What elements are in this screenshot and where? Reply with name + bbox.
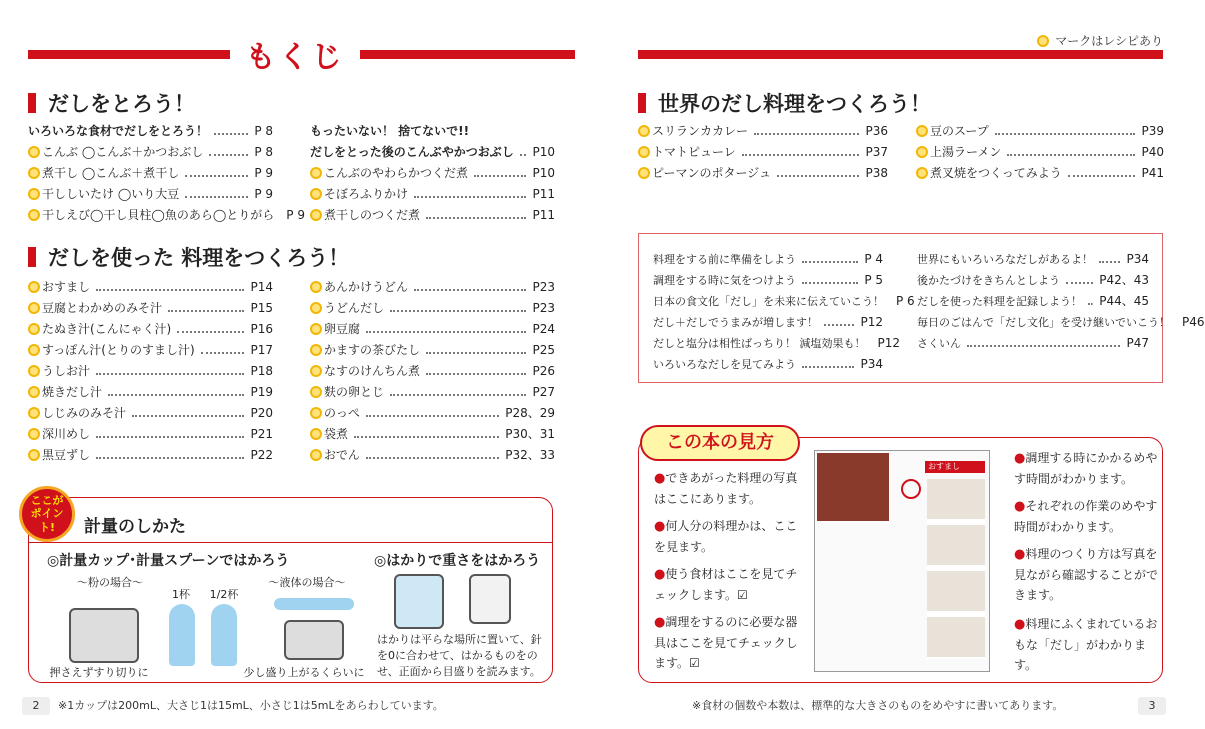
toc-entry[interactable] (28, 204, 305, 225)
dot-leader (414, 196, 526, 198)
guide-note (1014, 448, 1164, 489)
entry-title: スリランカカレー (652, 124, 749, 138)
entry-page: P27 (532, 384, 555, 399)
dot-leader (96, 289, 244, 291)
section-heading (28, 88, 195, 118)
entry-title: 調理をする時に気をつけよう (653, 273, 796, 287)
toc-entry[interactable] (917, 311, 1205, 332)
legend-text: マークはレシピあり (1055, 34, 1163, 48)
guide-note-text: 調理をするのに必要な器具はここを見てチェックします。☑ (654, 615, 798, 670)
recipe-marker-icon (916, 125, 928, 137)
dot-leader (214, 133, 248, 135)
entry-page: P26 (532, 363, 555, 378)
dot-leader (354, 436, 499, 438)
entry-title: 干ししいたけ ◯いり大豆 (42, 187, 180, 201)
toc-entry[interactable] (28, 318, 273, 339)
toc-entry[interactable] (28, 120, 273, 141)
dot-leader (824, 324, 854, 326)
bullet-icon: ● (654, 519, 666, 534)
recipe-marker-icon (638, 167, 650, 179)
entry-title: うしお汁 (42, 364, 91, 378)
page-number: 3 (1138, 697, 1166, 715)
legend-note (1037, 32, 1163, 49)
toc-entry[interactable] (917, 332, 1149, 353)
footnote: ※食材の個数や本数は、標準的な大きさのものをめやすに書いてあります。 (692, 699, 1064, 712)
entry-title: 深川めし (42, 427, 91, 441)
entry-title: いろいろな食材でだしをとろう！ (28, 124, 209, 138)
entry-title: 料理をする前に準備をしよう (653, 252, 796, 266)
guide-note-text: 料理にふくまれているおもな「だし」がわかります。 (1014, 617, 1158, 672)
entry-page: P 4 (864, 251, 883, 266)
step-photos (927, 479, 985, 659)
entry-title: あんかけうどん (324, 280, 409, 294)
dot-leader (754, 133, 859, 135)
toc-entry[interactable] (916, 141, 1164, 162)
other-contents-box (638, 233, 1205, 383)
entry-page: P17 (250, 342, 273, 357)
guide-note-text: 使う食材はここを見てチェックします。☑ (654, 567, 798, 602)
bullet-icon: ● (654, 471, 666, 486)
recipe-marker-icon (310, 344, 322, 356)
toc-entry[interactable] (653, 248, 883, 269)
entry-page: P16 (250, 321, 273, 336)
toc-entry[interactable] (28, 141, 273, 162)
toc-entry[interactable] (310, 276, 555, 297)
entry-page: P20 (250, 405, 273, 420)
recipe-marker-icon (28, 146, 40, 158)
entry-page: P41 (1141, 165, 1164, 180)
toc-column (310, 120, 555, 225)
toc-column (916, 120, 1164, 183)
toc-column (638, 120, 888, 183)
entry-page: P46 (1182, 314, 1205, 329)
recipe-marker-icon (28, 407, 40, 419)
header-band (638, 50, 1163, 59)
bullet-icon: ● (654, 615, 666, 630)
entry-page: P 6 (896, 293, 915, 308)
entry-title: たぬき汁(こんにゃく汁) (42, 322, 172, 336)
toc-entry[interactable] (917, 290, 1149, 311)
dot-leader (185, 196, 248, 198)
section-title: だしをとろう！ (48, 92, 195, 116)
entry-page: P44、45 (1099, 294, 1149, 308)
dot-leader (414, 289, 526, 291)
toc-entry[interactable] (28, 423, 273, 444)
dot-leader (108, 394, 244, 396)
recipe-marker-icon (310, 386, 322, 398)
entry-title: だしと塩分は相性ばっちり！ 減塩効果も！ (653, 336, 866, 350)
timer-icon (901, 479, 921, 499)
entry-page: P42、43 (1099, 273, 1149, 287)
entry-page: P11 (532, 186, 555, 201)
toc-entry[interactable] (653, 290, 915, 311)
entry-title: のっぺ (324, 406, 360, 420)
entry-page: P34 (1126, 251, 1149, 266)
toc-entry[interactable] (916, 162, 1164, 183)
entry-title: おでん (324, 448, 360, 462)
dot-leader (520, 154, 527, 156)
entry-title: なすのけんちん煮 (324, 364, 421, 378)
entry-page: P32、33 (505, 448, 555, 462)
left-page (0, 0, 595, 729)
recipe-marker-icon (1037, 35, 1049, 47)
point-title: 計量のしかた (84, 517, 186, 537)
half-cup-label: 1/2杯 (209, 588, 239, 601)
entry-page: P30、31 (505, 427, 555, 441)
toc-entry[interactable] (310, 141, 555, 162)
entry-title: 卵豆腐 (324, 322, 361, 336)
toc-entry[interactable] (310, 183, 555, 204)
dish-photo (817, 453, 889, 521)
dot-leader (742, 154, 860, 156)
bullet-icon: ● (1014, 547, 1026, 562)
entry-page: P 9 (286, 207, 305, 222)
entry-title: だし＋だしでうまみが増します！ (653, 315, 818, 329)
entry-title: 豆のスープ (930, 124, 989, 138)
dot-leader (995, 133, 1136, 135)
entry-page: P15 (250, 300, 273, 315)
spoon-illustration (211, 604, 237, 666)
recipe-marker-icon (310, 323, 322, 335)
dot-leader (366, 331, 526, 333)
entry-page: P18 (250, 363, 273, 378)
entry-page: P36 (865, 123, 888, 138)
toc-entry[interactable] (310, 162, 555, 183)
guide-note (1014, 496, 1164, 537)
entry-page: P23 (532, 279, 555, 294)
dot-leader (96, 457, 244, 459)
entry-page: P19 (250, 384, 273, 399)
footnote: ※1カップは200mL、大さじ1は15mL、小さじ1は5mLをあらわしています。 (58, 699, 444, 712)
entry-page: P37 (865, 144, 888, 159)
entry-title: すっぽん汁(とりのすまし汁) (42, 343, 195, 357)
recipe-marker-icon (916, 146, 928, 158)
toc-entry[interactable] (310, 444, 555, 465)
recipe-marker-icon (916, 167, 928, 179)
recipe-marker-icon (310, 365, 322, 377)
entry-title: おすまし (42, 280, 91, 294)
recipe-marker-icon (310, 188, 322, 200)
entry-title: 麩の卵とじ (324, 385, 385, 399)
section-heading (28, 242, 349, 272)
entry-title: 世界にもいろいろなだしがあるよ！ (917, 252, 1093, 266)
one-cup-label: 1杯 (172, 588, 190, 601)
dot-leader (1007, 154, 1135, 156)
toc-entry[interactable] (310, 402, 555, 423)
recipe-marker-icon (638, 125, 650, 137)
entry-title: こんぶ ◯こんぶ＋かつおぶし (42, 145, 204, 159)
entry-page: P12 (860, 314, 883, 329)
scale-caption: はかりは平らな場所に置いて、針を0に合わせて、はかるものをのせ、正面から目盛りを読みます。 (377, 633, 542, 678)
dot-leader (1066, 282, 1093, 284)
toc-entry[interactable] (310, 381, 555, 402)
guide-note (1014, 614, 1164, 675)
toc-entry[interactable] (653, 311, 883, 332)
bullet-icon: ● (1014, 617, 1026, 632)
entry-page: P11 (532, 207, 555, 222)
entry-page: P14 (250, 279, 273, 294)
recipe-marker-icon (310, 281, 322, 293)
entry-page: P25 (532, 342, 555, 357)
toc-entry[interactable] (310, 120, 555, 141)
entry-page: P12 (877, 335, 901, 350)
entry-title: 後かたづけをきちんとしよう (917, 273, 1060, 287)
entry-title: 煮干しのつくだ煮 (324, 208, 421, 222)
dot-leader (967, 345, 1120, 347)
entry-page: P21 (250, 426, 273, 441)
recipe-marker-icon (28, 344, 40, 356)
measuring-point-box (28, 494, 553, 683)
dot-leader (201, 352, 245, 354)
entry-title: 黒豆ずし (42, 448, 91, 462)
entry-title: もったいない！ 捨てないで!! (310, 124, 470, 138)
recipe-marker-icon (310, 209, 322, 221)
guide-note-text: 調理する時にかかるめやす時間がわかります。 (1014, 451, 1158, 486)
entry-title: 干しえび◯干し貝柱◯魚のあら◯とりがら (42, 208, 275, 222)
entry-page: P10 (532, 165, 555, 180)
toc-entry[interactable] (653, 269, 883, 290)
dot-leader (185, 175, 248, 177)
page-title: もくじ (230, 32, 360, 76)
powder-label: ～粉の場合～ (77, 576, 143, 589)
entry-page: P10 (532, 144, 555, 159)
entry-title: いろいろなだしを見てみよう (653, 357, 796, 371)
toc-entry[interactable] (310, 339, 555, 360)
dot-leader (777, 175, 859, 177)
guide-note-text: 何人分の料理かは、ここを見ます。 (654, 519, 798, 554)
dot-leader (390, 310, 526, 312)
recipe-marker-icon (28, 167, 40, 179)
toc-entry[interactable] (28, 339, 273, 360)
page-number: 2 (22, 697, 50, 715)
recipe-marker-icon (310, 167, 322, 179)
toc-entry[interactable] (917, 269, 1149, 290)
toc-entry[interactable] (310, 423, 555, 444)
dot-leader (475, 133, 549, 134)
entry-title: 袋煮 (324, 427, 349, 441)
entry-title: だしを使った料理を記録しよう！ (917, 294, 1082, 308)
powder-caption: 押さえずすり切りに (49, 666, 149, 679)
toc-entry[interactable] (28, 360, 273, 381)
toc-column (917, 248, 1205, 353)
entry-page: P47 (1126, 335, 1149, 350)
toc-entry[interactable] (310, 204, 555, 225)
section-heading (638, 88, 931, 118)
toc-entry[interactable] (638, 162, 888, 183)
dot-leader (802, 282, 858, 284)
entry-title: 毎日のごはんで「だし文化」を受け継いでいこう！ (917, 315, 1170, 329)
recipe-marker-icon (28, 281, 40, 293)
dot-leader (1088, 303, 1093, 305)
guide-note (654, 612, 804, 673)
bullet-icon: ● (654, 567, 666, 582)
entry-title: さくいん (917, 336, 961, 350)
dot-leader (390, 394, 526, 396)
dot-leader (1099, 261, 1120, 263)
entry-page: P34 (860, 356, 883, 371)
recipe-marker-icon (28, 188, 40, 200)
toc-column (310, 276, 555, 465)
toc-entry[interactable] (28, 297, 273, 318)
recipe-marker-icon (28, 428, 40, 440)
recipe-marker-icon (310, 449, 322, 461)
entry-page: P28、29 (505, 406, 555, 420)
recipe-marker-icon (310, 302, 322, 314)
dot-leader (168, 310, 244, 312)
toc-column (28, 276, 273, 465)
dot-leader (366, 415, 499, 417)
dot-leader (209, 154, 248, 156)
right-page (596, 0, 1205, 729)
guide-note-text: 料理のつくり方は写真を見ながら確認することができます。 (1014, 547, 1159, 602)
section-title: 世界のだし料理をつくろう！ (658, 92, 931, 116)
toc-entry[interactable] (28, 183, 273, 204)
section-title: だしを使った 料理をつくろう！ (48, 246, 350, 270)
toc-entry[interactable] (28, 381, 273, 402)
recipe-marker-icon (28, 449, 40, 461)
dot-leader (802, 261, 858, 263)
entry-page: P40 (1141, 144, 1164, 159)
measuring-cup-illustration (69, 608, 139, 663)
spoon-illustration (274, 598, 354, 610)
dot-leader (426, 217, 526, 219)
guide-note (654, 468, 804, 509)
bullet-icon: ● (1014, 499, 1026, 514)
scale-heading: ◎はかりで重さをはかろう (374, 553, 541, 569)
entry-page: P 5 (864, 272, 883, 287)
toc-entry[interactable] (917, 248, 1149, 269)
guide-note (654, 564, 804, 605)
kitchen-scale-illustration (394, 574, 444, 629)
recipe-marker-icon (638, 146, 650, 158)
recipe-marker-icon (28, 209, 40, 221)
point-badge: ここが ポイント! (19, 486, 75, 542)
entry-title: うどんだし (324, 301, 385, 315)
measuring-cup-illustration (284, 620, 344, 660)
entry-title: 焼きだし汁 (42, 385, 103, 399)
entry-page: P 9 (254, 165, 273, 180)
entry-title: しじみのみそ汁 (42, 406, 127, 420)
toc-column (28, 120, 305, 225)
toc-entry[interactable] (28, 444, 273, 465)
guide-note-text: それぞれの作業のめやす時間がわかります。 (1014, 499, 1158, 534)
entry-page: P 8 (254, 144, 273, 159)
thumbnail-recipe-title: おすまし (925, 461, 985, 473)
entry-page: P 8 (254, 123, 273, 138)
spoon-illustration (169, 604, 195, 666)
toc-entry[interactable] (28, 276, 273, 297)
toc-entry[interactable] (638, 120, 888, 141)
dot-leader (426, 373, 526, 375)
dot-leader (366, 457, 499, 459)
recipe-marker-icon (310, 428, 322, 440)
toc-entry[interactable] (28, 162, 273, 183)
entry-page: P38 (865, 165, 888, 180)
sample-page-thumbnail (814, 450, 990, 672)
toc-entry[interactable] (310, 297, 555, 318)
toc-entry[interactable] (310, 360, 555, 381)
recipe-marker-icon (28, 386, 40, 398)
guide-note-text: できあがった料理の写真はここにあります。 (654, 471, 798, 506)
dot-leader (96, 436, 244, 438)
dot-leader (426, 352, 526, 354)
dot-leader (474, 175, 526, 177)
recipe-marker-icon (28, 323, 40, 335)
dot-leader (132, 415, 244, 417)
toc-entry[interactable] (653, 353, 883, 374)
toc-column (653, 248, 915, 374)
entry-page: P23 (532, 300, 555, 315)
entry-title: 上湯ラーメン (930, 145, 1002, 159)
entry-title: こんぶのやわらかつくだ煮 (324, 166, 469, 180)
entry-title: トマトピューレ (652, 145, 736, 159)
toc-entry[interactable] (310, 318, 555, 339)
dot-leader (802, 366, 854, 368)
liquid-label: ～液体の場合～ (268, 576, 346, 589)
recipe-marker-icon (310, 407, 322, 419)
toc-entry[interactable] (916, 120, 1164, 141)
entry-title: 煮叉焼をつくってみよう (930, 166, 1062, 180)
guide-title: この本の見方 (640, 425, 800, 461)
guide-note (1014, 544, 1164, 605)
guide-note (654, 516, 804, 557)
cup-spoon-heading: ◎計量カップ･計量スプーンではかろう (47, 553, 290, 569)
entry-title: 煮干し ◯こんぶ＋煮干し (42, 166, 180, 180)
entry-page: P22 (250, 447, 273, 462)
dot-leader (1068, 175, 1136, 177)
entry-title: 日本の食文化「だし」を未来に伝えていこう！ (653, 294, 884, 308)
toc-entry[interactable] (653, 332, 901, 353)
entry-title: 豆腐とわかめのみそ汁 (42, 301, 163, 315)
bullet-icon: ● (1014, 451, 1026, 466)
entry-title: かますの茶びたし (324, 343, 421, 357)
entry-page: P24 (532, 321, 555, 336)
entry-page: P 9 (254, 186, 273, 201)
dot-leader (177, 331, 244, 333)
liquid-caption: 少し盛り上がるくらいに (243, 666, 365, 679)
entry-title: ピーマンのポタージュ (652, 166, 772, 180)
entry-title: だしをとった後のこんぶやかつおぶし (310, 145, 514, 159)
entry-page: P39 (1141, 123, 1164, 138)
toc-entry[interactable] (638, 141, 888, 162)
recipe-marker-icon (28, 365, 40, 377)
toc-entry[interactable] (28, 402, 273, 423)
recipe-marker-icon (28, 302, 40, 314)
digital-scale-illustration (469, 574, 511, 624)
entry-title: そぼろふりかけ (324, 187, 409, 201)
dot-leader (96, 373, 244, 375)
